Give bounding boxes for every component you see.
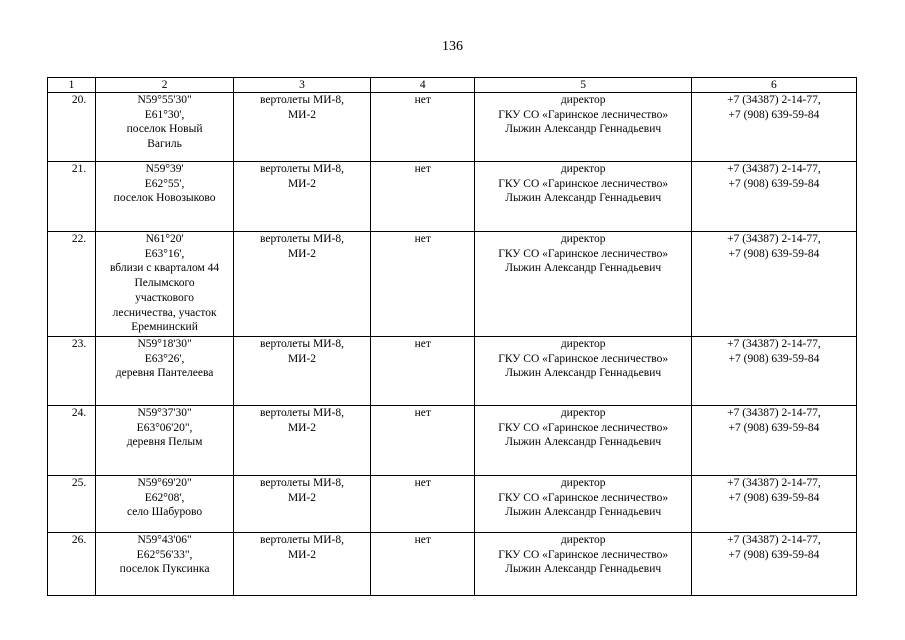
location-cell xyxy=(96,476,234,533)
location-cell-line: участкового xyxy=(135,291,194,304)
aircraft-cell-line: МИ-2 xyxy=(287,352,317,365)
row-number-cell: 26. xyxy=(48,533,96,596)
table-row xyxy=(48,406,857,476)
location-cell-line: Еремнинский xyxy=(131,321,198,334)
location-cell-line: E63°26', xyxy=(144,352,185,365)
phones-cell xyxy=(691,476,856,533)
availability-cell: нет xyxy=(370,533,475,596)
location-cell-line: село Шабурово xyxy=(126,506,203,519)
aircraft-cell-line: вертолеты МИ-8, xyxy=(260,338,344,350)
contact-cell-line: Лыжин Александр Геннадьевич xyxy=(505,262,662,275)
aircraft-cell-line: вертолеты МИ-8, xyxy=(260,534,344,546)
phones-cell-line: +7 (908) 639-59-84 xyxy=(728,108,820,121)
contact-cell-line: Лыжин Александр Геннадьевич xyxy=(505,192,662,205)
header-col-2: 2 xyxy=(96,78,234,93)
contact-cell-line: Лыжин Александр Геннадьевич xyxy=(505,436,662,449)
phones-cell-line: +7 (908) 639-59-84 xyxy=(728,491,820,504)
contact-cell-line: директор xyxy=(560,407,606,419)
location-cell-line: N59°37'30" xyxy=(137,407,192,419)
location-cell-line: поселок Новый xyxy=(126,123,203,136)
phones-cell xyxy=(691,232,856,337)
location-cell-line: лесничества, участок xyxy=(112,306,217,319)
aircraft-cell-line: МИ-2 xyxy=(287,548,317,561)
row-number-cell: 22. xyxy=(48,232,96,337)
location-cell-line: E63°16', xyxy=(144,247,185,260)
availability-cell: нет xyxy=(370,476,475,533)
table-row xyxy=(48,476,857,533)
phones-cell xyxy=(691,337,856,406)
location-cell-line: поселок Пуксинка xyxy=(119,563,210,576)
aircraft-cell-line: вертолеты МИ-8, xyxy=(260,163,344,175)
availability-cell: нет xyxy=(370,93,475,162)
phones-cell-line: +7 (34387) 2-14-77, xyxy=(727,534,821,546)
phones-cell-line: +7 (908) 639-59-84 xyxy=(728,352,820,365)
contact-cell-line: Лыжин Александр Геннадьевич xyxy=(505,123,662,136)
location-cell xyxy=(96,93,234,162)
aircraft-cell-line: МИ-2 xyxy=(287,108,317,121)
phones-cell-line: +7 (908) 639-59-84 xyxy=(728,548,820,561)
contact-cell xyxy=(475,337,691,406)
contact-cell-line: Лыжин Александр Геннадьевич xyxy=(505,563,662,576)
contact-cell xyxy=(475,93,691,162)
location-cell-line: поселок Новозыково xyxy=(113,192,216,205)
aircraft-cell-line: МИ-2 xyxy=(287,491,317,504)
location-cell-line: вблизи с кварталом 44 xyxy=(109,262,220,275)
aircraft-cell xyxy=(234,337,371,406)
location-cell-line: N59°39' xyxy=(145,163,184,175)
header-col-3: 3 xyxy=(234,78,371,93)
phones-cell xyxy=(691,406,856,476)
contact-cell-line: ГКУ СО «Гаринское лесничество» xyxy=(498,421,669,434)
location-cell-line: N61°20' xyxy=(145,233,184,245)
table-body xyxy=(48,93,857,596)
table-row xyxy=(48,93,857,162)
table-header xyxy=(48,78,857,93)
header-col-5: 5 xyxy=(475,78,691,93)
phones-cell-line: +7 (908) 639-59-84 xyxy=(728,247,820,260)
location-cell-line: N59°18'30" xyxy=(137,338,192,350)
contact-cell-line: ГКУ СО «Гаринское лесничество» xyxy=(498,108,669,121)
location-cell-line: E61°30', xyxy=(144,108,185,121)
contact-cell-line: директор xyxy=(560,534,606,546)
availability-cell: нет xyxy=(370,337,475,406)
location-cell xyxy=(96,533,234,596)
aircraft-cell-line: вертолеты МИ-8, xyxy=(260,233,344,245)
location-cell-line: деревня Пелым xyxy=(126,436,203,449)
location-cell-line: E63°06'20", xyxy=(136,421,193,434)
aircraft-cell xyxy=(234,93,371,162)
aircraft-cell xyxy=(234,162,371,232)
row-number-cell: 24. xyxy=(48,406,96,476)
aircraft-cell-line: вертолеты МИ-8, xyxy=(260,477,344,489)
table-row xyxy=(48,533,857,596)
phones-cell-line: +7 (34387) 2-14-77, xyxy=(727,94,821,106)
availability-cell: нет xyxy=(370,232,475,337)
phones-cell xyxy=(691,162,856,232)
phones-cell-line: +7 (34387) 2-14-77, xyxy=(727,407,821,419)
table-row xyxy=(48,337,857,406)
aircraft-cell-line: МИ-2 xyxy=(287,177,317,190)
row-number-cell: 23. xyxy=(48,337,96,406)
location-cell-line: N59°69'20" xyxy=(137,477,192,489)
contact-cell-line: директор xyxy=(560,338,606,350)
location-cell-line: N59°55'30" xyxy=(137,94,192,106)
phones-cell xyxy=(691,93,856,162)
location-cell xyxy=(96,337,234,406)
availability-cell: нет xyxy=(370,162,475,232)
aircraft-cell-line: МИ-2 xyxy=(287,421,317,434)
phones-cell-line: +7 (34387) 2-14-77, xyxy=(727,233,821,245)
table-row xyxy=(48,232,857,337)
phones-cell-line: +7 (908) 639-59-84 xyxy=(728,421,820,434)
phones-cell-line: +7 (34387) 2-14-77, xyxy=(727,163,821,175)
contact-cell xyxy=(475,162,691,232)
availability-cell: нет xyxy=(370,406,475,476)
location-cell-line: E62°56'33", xyxy=(136,548,193,561)
phones-cell-line: +7 (34387) 2-14-77, xyxy=(727,477,821,489)
location-cell xyxy=(96,406,234,476)
aircraft-cell xyxy=(234,406,371,476)
contact-cell-line: директор xyxy=(560,477,606,489)
phones-cell-line: +7 (34387) 2-14-77, xyxy=(727,338,821,350)
table-row xyxy=(48,162,857,232)
contact-cell-line: Лыжин Александр Геннадьевич xyxy=(505,506,662,519)
helipad-table xyxy=(47,77,857,596)
location-cell-line: E62°55', xyxy=(144,177,185,190)
aircraft-cell xyxy=(234,533,371,596)
contact-cell-line: Лыжин Александр Геннадьевич xyxy=(505,367,662,380)
aircraft-cell-line: вертолеты МИ-8, xyxy=(260,407,344,419)
location-cell-line: N59°43'06" xyxy=(137,534,192,546)
contact-cell-line: ГКУ СО «Гаринское лесничество» xyxy=(498,491,669,504)
contact-cell xyxy=(475,232,691,337)
aircraft-cell xyxy=(234,476,371,533)
aircraft-cell xyxy=(234,232,371,337)
location-cell-line: Вагиль xyxy=(147,138,182,151)
contact-cell-line: директор xyxy=(560,94,606,106)
phones-cell-line: +7 (908) 639-59-84 xyxy=(728,177,820,190)
location-cell-line: деревня Пантелеева xyxy=(115,367,214,380)
contact-cell xyxy=(475,476,691,533)
contact-cell xyxy=(475,533,691,596)
contact-cell-line: ГКУ СО «Гаринское лесничество» xyxy=(498,548,669,561)
row-number-cell: 21. xyxy=(48,162,96,232)
header-col-1: 1 xyxy=(48,78,96,93)
location-cell-line: Пелымского xyxy=(134,277,195,290)
contact-cell-line: директор xyxy=(560,233,606,245)
contact-cell-line: ГКУ СО «Гаринское лесничество» xyxy=(498,352,669,365)
header-col-4: 4 xyxy=(370,78,475,93)
location-cell xyxy=(96,162,234,232)
header-col-6: 6 xyxy=(691,78,856,93)
location-cell-line: E62°08', xyxy=(144,491,185,504)
header-row xyxy=(48,78,857,93)
contact-cell-line: ГКУ СО «Гаринское лесничество» xyxy=(498,247,669,260)
page-number: 136 xyxy=(442,39,463,54)
contact-cell xyxy=(475,406,691,476)
contact-cell-line: ГКУ СО «Гаринское лесничество» xyxy=(498,177,669,190)
row-number-cell: 25. xyxy=(48,476,96,533)
location-cell xyxy=(96,232,234,337)
phones-cell xyxy=(691,533,856,596)
aircraft-cell-line: МИ-2 xyxy=(287,247,317,260)
aircraft-cell-line: вертолеты МИ-8, xyxy=(260,94,344,106)
contact-cell-line: директор xyxy=(560,163,606,175)
row-number-cell: 20. xyxy=(48,93,96,162)
